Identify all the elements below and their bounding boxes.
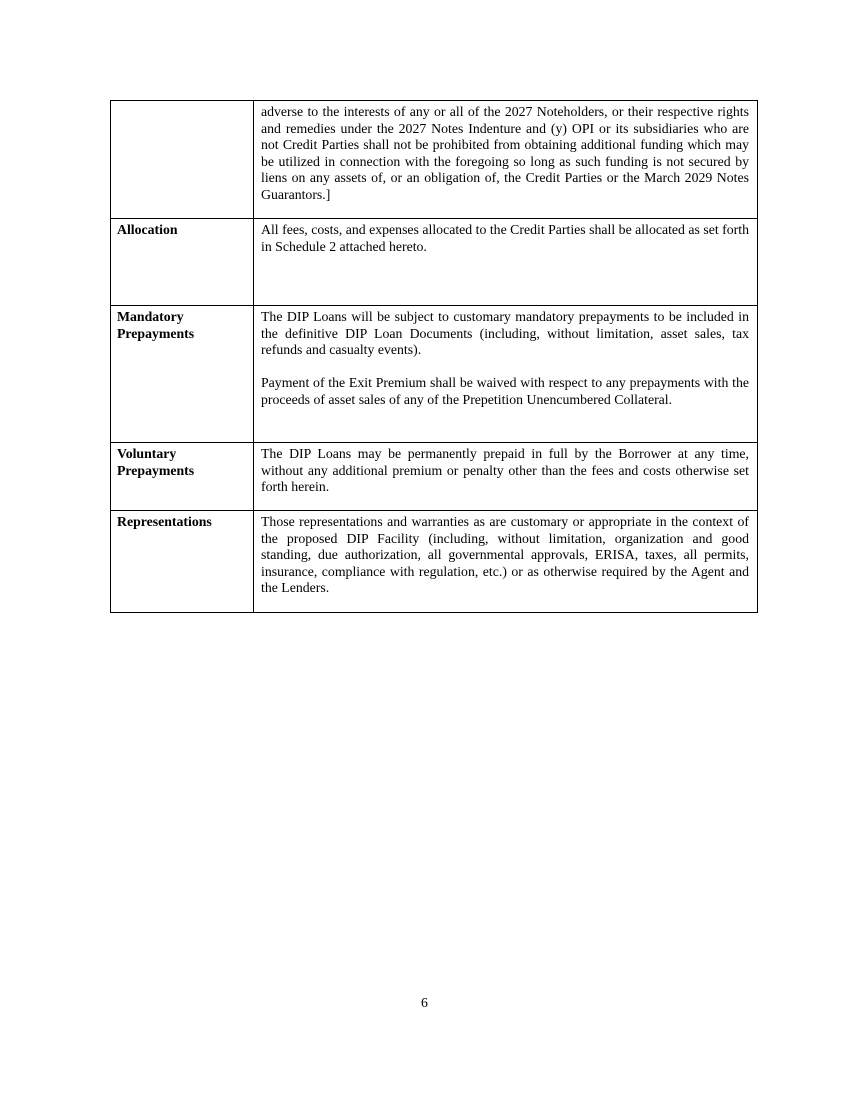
table-row bbox=[111, 443, 758, 511]
table-row bbox=[111, 511, 758, 613]
row-label: Representations bbox=[111, 511, 254, 613]
row-body bbox=[254, 101, 758, 219]
page-number: 6 bbox=[421, 995, 428, 1010]
row-label: Allocation bbox=[111, 219, 254, 306]
paragraph: Payment of the Exit Premium shall be waived with respect to any prepayments with the proceeds of asset sales of any of the Prepetition Unencumbered Collateral. bbox=[261, 375, 749, 407]
row-label: Voluntary Prepayments bbox=[111, 443, 254, 511]
row-body bbox=[254, 443, 758, 511]
paragraph: Those representations and warranties as are customary or appropriate in the context of the proposed DIP Facility (including, without limitation, organization and good standing, due authorization, all governmental approvals, ERISA, taxes, all permits, insurance, compliance with regulation, etc.) or as otherwise required by the Agent and the Lenders. bbox=[261, 514, 749, 596]
paragraph: The DIP Loans may be permanently prepaid in full by the Borrower at any time, without any additional premium or penalty other than the fees and costs otherwise set forth herein. bbox=[261, 446, 749, 495]
paragraph: The DIP Loans will be subject to customary mandatory prepayments to be included in the definitive DIP Loan Documents (including, without limitation, asset sales, tax refunds and casualty events). bbox=[261, 309, 749, 358]
row-body bbox=[254, 306, 758, 443]
paragraph: adverse to the interests of any or all of the 2027 Noteholders, or their respective rights and remedies under the 2027 Notes Indenture and (y) OPI or its subsidiaries who are not Credit Parties shall not be prohibited from obtaining additional funding which may be utilized in connection with the foregoing so long as such funding is not secured by liens on any assets of, or an obligation of, the Credit Parties or the March 2029 Notes Guarantors.] bbox=[261, 104, 749, 202]
table-row bbox=[111, 306, 758, 443]
row-label bbox=[111, 101, 254, 219]
row-body bbox=[254, 219, 758, 306]
row-label: Mandatory Prepayments bbox=[111, 306, 254, 443]
paragraph: All fees, costs, and expenses allocated to the Credit Parties shall be allocated as set forth in Schedule 2 attached hereto. bbox=[261, 222, 749, 254]
table-row bbox=[111, 219, 758, 306]
term-sheet-table bbox=[110, 100, 758, 613]
row-body bbox=[254, 511, 758, 613]
table-row bbox=[111, 101, 758, 219]
